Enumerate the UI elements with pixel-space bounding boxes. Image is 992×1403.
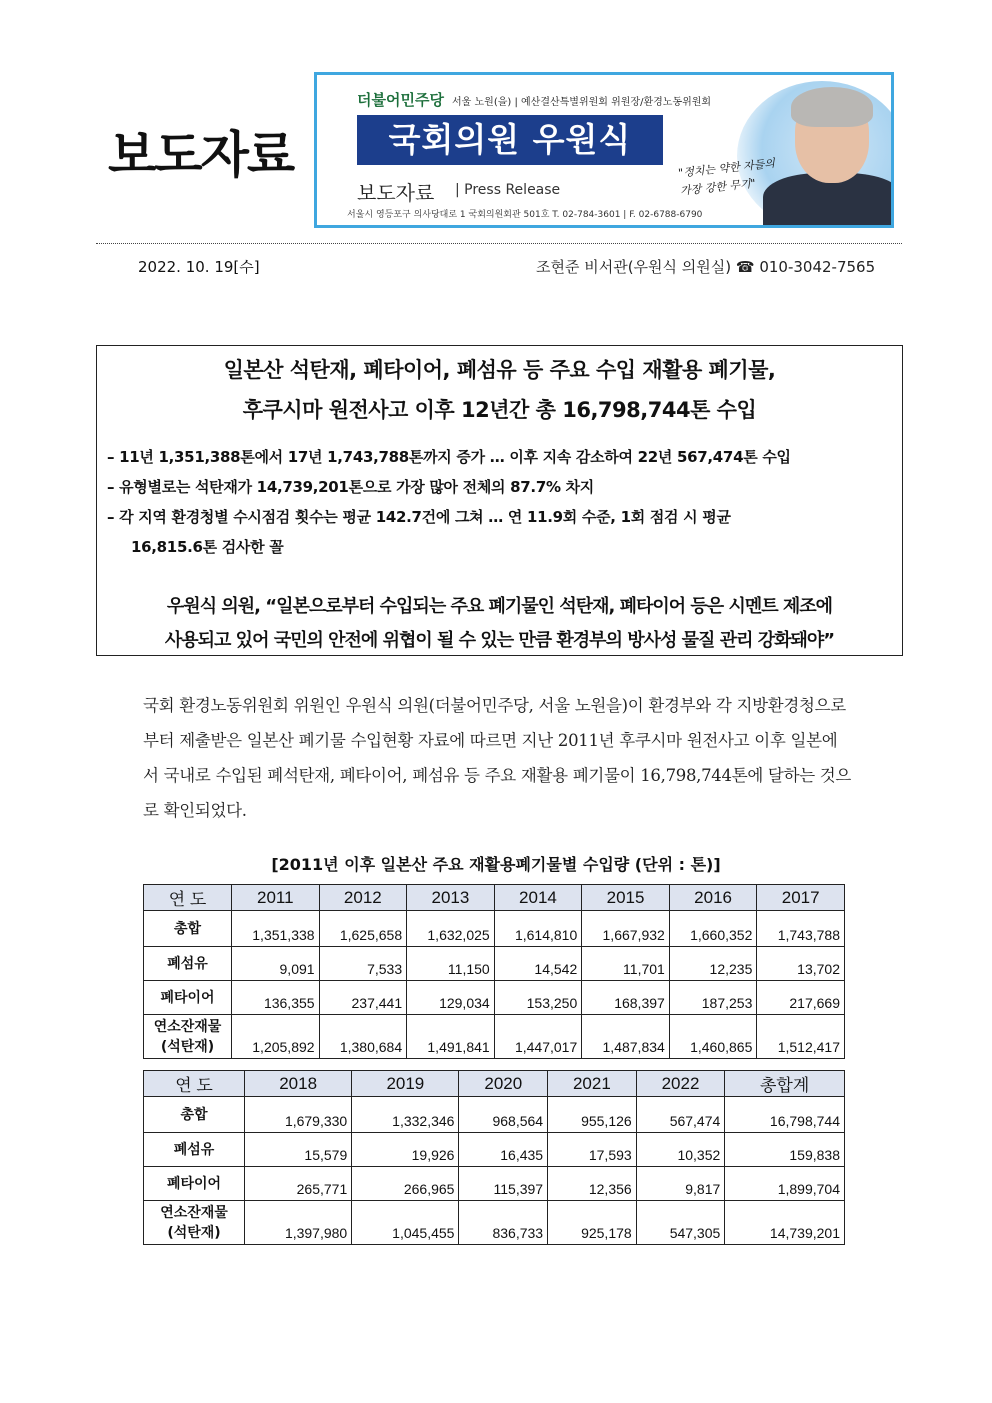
table-row: [144, 1167, 845, 1201]
table-cell: 11,150: [407, 947, 495, 981]
header-year: 2017: [757, 885, 845, 911]
table-cell: 12,235: [669, 947, 757, 981]
table-cell: 129,034: [407, 981, 495, 1015]
summary-bullet-continued: 16,815.6톤 검사한 꼴: [131, 538, 284, 556]
row-label: 연소잔재물 (석탄재): [144, 1201, 245, 1245]
contact-info: 조현준 비서관(우원식 의원실) ☎ 010-3042-7565: [536, 258, 876, 276]
table-cell: 567,474: [636, 1097, 725, 1133]
table-cell: 9,091: [232, 947, 320, 981]
table-cell: 1,351,338: [232, 911, 320, 947]
row-label: 폐타이어: [144, 1167, 245, 1201]
table-cell: 10,352: [636, 1133, 725, 1167]
table-cell: 19,926: [352, 1133, 459, 1167]
import-table-2018-2022: [143, 1070, 845, 1245]
header-year: 2018: [245, 1071, 352, 1097]
quote-line-2: 사용되고 있어 국민의 안전에 위협이 될 수 있는 만큼 환경부의 방사성 물질 관리 강화돼야”: [164, 630, 835, 651]
table-cell: 1,447,017: [494, 1015, 582, 1059]
table-cell: 1,679,330: [245, 1097, 352, 1133]
header-year: 2013: [407, 885, 495, 911]
portrait-hair: [791, 87, 873, 127]
table-cell: 547,305: [636, 1201, 725, 1245]
table-cell: 12,356: [548, 1167, 637, 1201]
table-cell: 153,250: [494, 981, 582, 1015]
row-label: 총합: [144, 1097, 245, 1133]
table-cell: 1,491,841: [407, 1015, 495, 1059]
table-cell: 115,397: [459, 1167, 548, 1201]
office-address: 서울시 영등포구 의사당대로 1 국회의원회관 501호 T. 02-784-3601 | F. 02-6788-6790: [347, 210, 703, 220]
table-cell: 1,625,658: [319, 911, 407, 947]
release-date: 2022. 10. 19[수]: [138, 258, 260, 276]
table-cell: 168,397: [582, 981, 670, 1015]
row-label: 연소잔재물 (석탄재): [144, 1015, 232, 1059]
table-row: [144, 1201, 845, 1245]
slogan: "정치는 약한 자들의 가장 강한 무기": [677, 156, 776, 198]
header-divider: [96, 243, 902, 244]
table-cell: 266,965: [352, 1167, 459, 1201]
header-year: 2015: [582, 885, 670, 911]
header-year: 총합계: [725, 1071, 845, 1097]
table-cell: 136,355: [232, 981, 320, 1015]
header-year-label: 연 도: [144, 885, 232, 911]
table-cell: 1,743,788: [757, 911, 845, 947]
table-cell: 187,253: [669, 981, 757, 1015]
summary-bullet: – 유형별로는 석탄재가 14,739,201톤으로 가장 많아 전체의 87.7% 차지: [107, 478, 595, 496]
table-cell: 14,739,201: [725, 1201, 845, 1245]
press-label-en: | Press Release: [455, 182, 561, 198]
page-title: 보도자료: [108, 126, 294, 184]
quote-line-1: 우원식 의원, “일본으로부터 수입되는 주요 폐기물인 석탄재, 폐타이어 등은 시멘트 제조에: [166, 596, 833, 617]
press-label-ko: 보도자료: [357, 181, 435, 205]
table-cell: 1,667,932: [582, 911, 670, 947]
summary-bullet: – 각 지역 환경청별 수시점검 횟수는 평균 142.7건에 그쳐 … 연 11.9회 수준, 1회 점검 시 평균: [107, 508, 731, 526]
party-name: 더불어민주당: [357, 91, 444, 109]
table-row: [144, 981, 845, 1015]
header-year: 2011: [232, 885, 320, 911]
row-label: 폐섬유: [144, 947, 232, 981]
table-cell: 1,614,810: [494, 911, 582, 947]
table-cell: 925,178: [548, 1201, 637, 1245]
header-year: 2012: [319, 885, 407, 911]
headline-line-2: 후쿠시마 원전사고 이후 12년간 총 16,798,744톤 수입: [242, 398, 757, 422]
row-label: 총합: [144, 911, 232, 947]
table-cell: 1,512,417: [757, 1015, 845, 1059]
header-year: 2020: [459, 1071, 548, 1097]
table-row: [144, 911, 845, 947]
table-cell: 11,701: [582, 947, 670, 981]
table-cell: 1,632,025: [407, 911, 495, 947]
table-row: [144, 1015, 845, 1059]
table-cell: 968,564: [459, 1097, 548, 1133]
summary-bullet: – 11년 1,351,388톤에서 17년 1,743,788톤까지 증가 … 이후 지속 감소하여 22년 567,474톤 수입: [107, 448, 791, 466]
table-cell: 159,838: [725, 1133, 845, 1167]
header-year-label: 연 도: [144, 1071, 245, 1097]
row-label: 폐타이어: [144, 981, 232, 1015]
header-year: 2016: [669, 885, 757, 911]
party-subtitle: 서울 노원(을) | 예산결산특별위원회 위원장/환경노동위원회: [452, 97, 712, 108]
headline-line-1: 일본산 석탄재, 폐타이어, 폐섬유 등 주요 수입 재활용 폐기물,: [223, 358, 776, 382]
table-cell: 15,579: [245, 1133, 352, 1167]
table-cell: 14,542: [494, 947, 582, 981]
table-cell: 1,487,834: [582, 1015, 670, 1059]
table-cell: 1,660,352: [669, 911, 757, 947]
table-cell: 955,126: [548, 1097, 637, 1133]
table-cell: 265,771: [245, 1167, 352, 1201]
table-cell: 16,435: [459, 1133, 548, 1167]
table-cell: 836,733: [459, 1201, 548, 1245]
member-name: 국회의원 우원식: [357, 115, 663, 165]
table-cell: 16,798,744: [725, 1097, 845, 1133]
table-cell: 237,441: [319, 981, 407, 1015]
import-table-2011-2017: [143, 884, 845, 1059]
table-cell: 1,045,455: [352, 1201, 459, 1245]
table-row: [144, 1097, 845, 1133]
header-year: 2022: [636, 1071, 725, 1097]
table-cell: 1,397,980: [245, 1201, 352, 1245]
table-cell: 1,899,704: [725, 1167, 845, 1201]
body-paragraph: 국회 환경노동위원회 위원인 우원식 의원(더불어민주당, 서울 노원을)이 환경부와 각 지방환경청으로부터 제출받은 일본산 폐기물 수입현황 자료에 따르면 지난 2011년 후쿠시마 원전사고 이후 일본에서 국내로 수입된 폐석탄재, 폐타이어, 폐섬유 등 주요 재활용 폐기물이 16,798,744톤에 달하는 것으로 확인되었다.: [143, 696, 852, 820]
table-caption: [2011년 이후 일본산 주요 재활용폐기물별 수입량 (단위 : 톤)]: [271, 855, 721, 874]
table-cell: 7,533: [319, 947, 407, 981]
table-cell: 1,205,892: [232, 1015, 320, 1059]
table-row: [144, 1133, 845, 1167]
table-cell: 217,669: [757, 981, 845, 1015]
table-cell: 17,593: [548, 1133, 637, 1167]
header-year: 2014: [494, 885, 582, 911]
row-label: 폐섬유: [144, 1133, 245, 1167]
table-cell: 1,380,684: [319, 1015, 407, 1059]
table-row: [144, 947, 845, 981]
table-cell: 1,332,346: [352, 1097, 459, 1133]
summary-box: [96, 345, 903, 656]
header-year: 2019: [352, 1071, 459, 1097]
header-year: 2021: [548, 1071, 637, 1097]
table-cell: 13,702: [757, 947, 845, 981]
member-banner: [314, 72, 894, 228]
table-cell: 1,460,865: [669, 1015, 757, 1059]
table-cell: 9,817: [636, 1167, 725, 1201]
